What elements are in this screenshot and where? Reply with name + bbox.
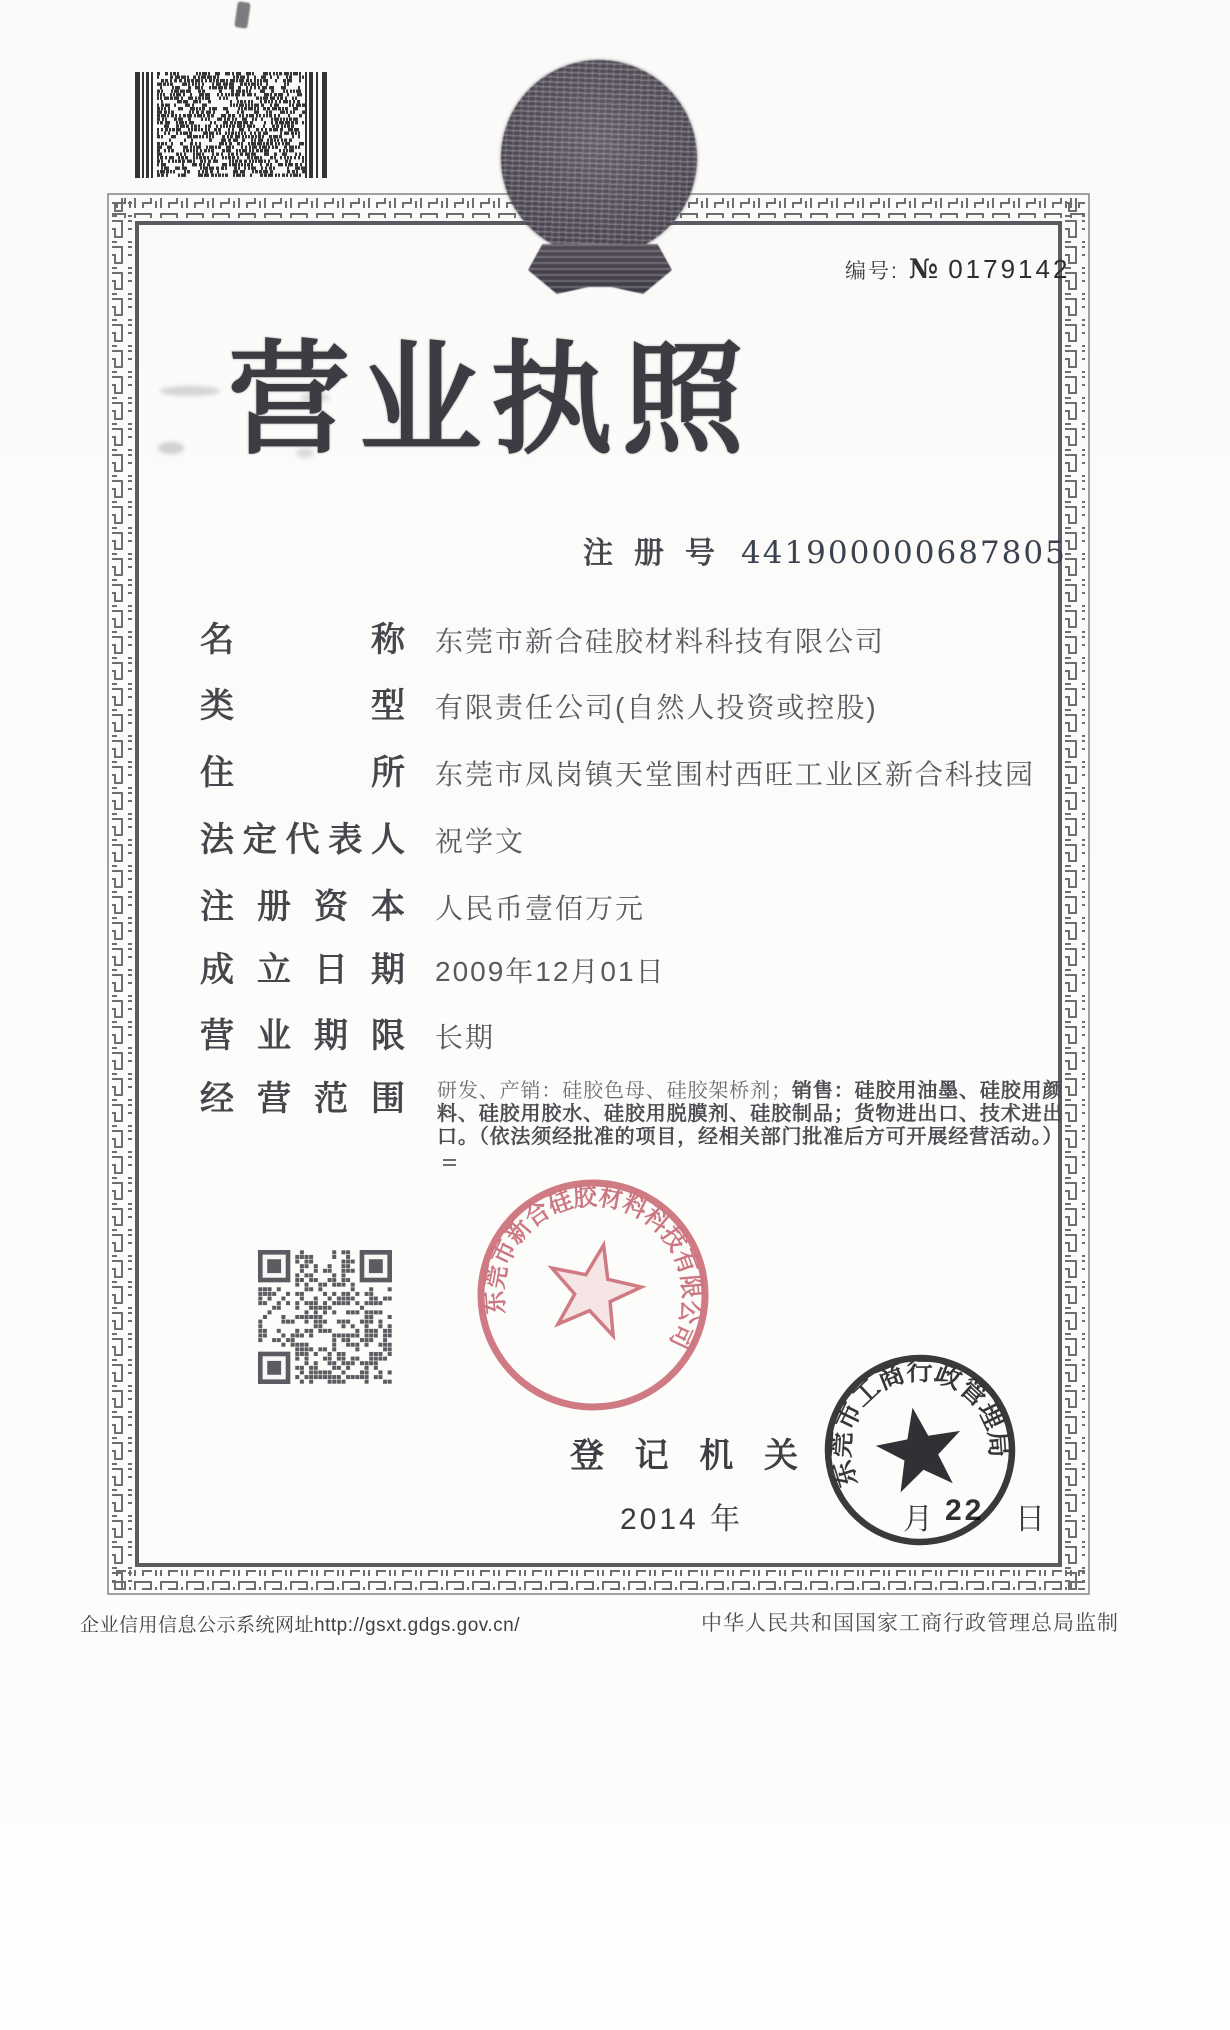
footer-credit-system-url: 企业信用信息公示系统网址http://gsxt.gdgs.gov.cn/ xyxy=(80,1615,520,1636)
emblem-base xyxy=(528,244,672,294)
registration-number-line xyxy=(583,528,1067,572)
registration-number: 441900000687805 xyxy=(741,535,1067,571)
scan-smudge xyxy=(158,442,184,454)
date-month-label: 月 xyxy=(903,1503,936,1536)
artifact-mark xyxy=(443,1157,456,1166)
scan-smudge xyxy=(234,1,250,29)
emblem-disc xyxy=(501,60,697,256)
title-char: 照 xyxy=(621,329,744,471)
company-seal-text: 东莞市新合硅胶材料科技有限公司 xyxy=(479,1181,707,1356)
field-row-term xyxy=(200,1008,1110,1057)
field-value: 有限责任公司(自然人投资或控股) xyxy=(435,692,878,723)
date-year: 2014 年 xyxy=(620,1503,744,1536)
registry-authority-label: 登 记 机 关 xyxy=(570,1436,798,1476)
field-label: 住所 xyxy=(200,753,405,793)
date-day: 22 xyxy=(945,1494,985,1527)
license-title xyxy=(228,329,744,471)
serial-number-line xyxy=(845,254,1070,285)
date-day-label: 日 xyxy=(1015,1503,1048,1536)
scan-smudge xyxy=(160,386,220,396)
field-label: 成立日期 xyxy=(200,950,405,990)
serial-number: 0179142 xyxy=(948,254,1071,284)
field-value: 人民币壹佰万元 xyxy=(435,893,646,924)
serial-label: 编号: xyxy=(845,260,899,283)
field-row-address xyxy=(200,745,1110,794)
title-char: 业 xyxy=(359,329,482,471)
title-char: 营 xyxy=(228,329,350,471)
registry-seal-text: 东莞市工商行政管理局 xyxy=(826,1356,1014,1491)
scope-bold: 销售：硅胶用油墨、硅胶用颜料、硅胶用胶水、硅胶用脱膜剂、硅胶制品；货物进出口、技术进出口。（依法须经批准的项目，经相关部门批准后方可开展经营活动。） xyxy=(437,1080,1064,1148)
field-row-name xyxy=(200,612,1110,661)
business-scope-text xyxy=(437,1080,1063,1172)
field-value: 2009年12月01日 xyxy=(435,956,666,987)
national-emblem-icon xyxy=(500,58,700,298)
field-value: 长期 xyxy=(435,1022,496,1053)
footer-issuer: 中华人民共和国国家工商行政管理总局监制 xyxy=(701,1612,1119,1635)
numero-sign: № xyxy=(908,254,939,285)
field-label: 营业期限 xyxy=(200,1016,405,1056)
field-label: 注册资本 xyxy=(200,887,405,927)
field-row-legal-rep xyxy=(200,812,1110,861)
field-label: 类型 xyxy=(200,686,405,726)
field-row-type xyxy=(200,678,1110,727)
field-label: 法定代表人 xyxy=(200,820,405,860)
field-label: 经营范围 xyxy=(200,1079,405,1119)
scope-normal: 研发、产销：硅胶色母、硅胶架桥剂； xyxy=(437,1080,792,1102)
field-value: 东莞市新合硅胶材料科技有限公司 xyxy=(435,626,886,657)
field-value: 东莞市凤岗镇天堂围村西旺工业区新合科技园 xyxy=(435,759,1036,790)
field-row-capital xyxy=(200,879,1110,928)
title-char: 执 xyxy=(490,329,613,471)
field-row-establish-date xyxy=(200,942,1110,991)
barcode-icon xyxy=(135,72,327,178)
registration-label: 注 册 号 xyxy=(583,536,715,571)
company-seal-icon xyxy=(468,1170,718,1420)
field-label: 名称 xyxy=(200,620,405,660)
registry-seal-icon xyxy=(820,1352,1020,1552)
field-value: 祝学文 xyxy=(435,826,526,857)
